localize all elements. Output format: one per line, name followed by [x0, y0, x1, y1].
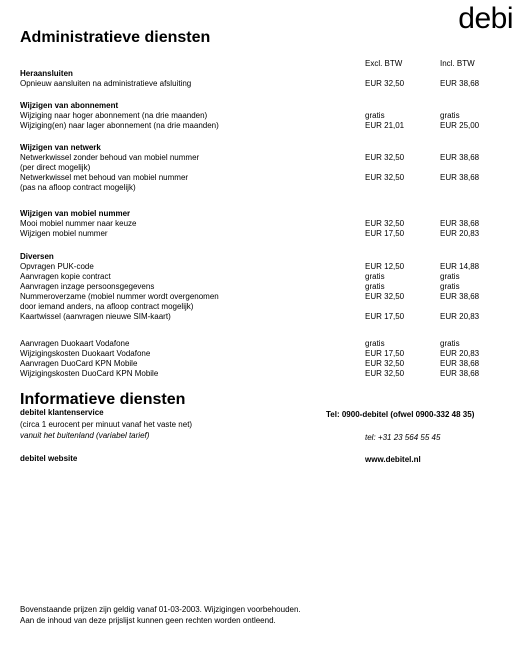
footer: [20, 604, 500, 626]
price-row: [20, 262, 510, 272]
section-title: Wijzigen van mobiel nummer: [20, 209, 131, 218]
row-price-incl: EUR 20,83: [440, 349, 480, 358]
row-description: Wijziging(en) naar lager abonnement (na drie maanden): [20, 121, 219, 130]
service-phone: Tel: 0900-debitel (ofwel 0900-332 48 35): [326, 410, 475, 419]
price-row: [20, 282, 510, 292]
website-label: debitel website: [20, 454, 78, 463]
row-description: Netwerkwissel zonder behoud van mobiel nummer: [20, 153, 200, 162]
price-section: [20, 209, 510, 239]
section-title: Wijzigen van abonnement: [20, 101, 119, 110]
row-description: Opvragen PUK-code: [20, 262, 94, 271]
price-row: [20, 349, 510, 359]
price-section: [20, 101, 510, 131]
row-description: Netwerkwissel met behoud van mobiel nummer: [20, 173, 189, 182]
price-section: [20, 69, 510, 89]
row-price-excl: gratis: [365, 272, 385, 281]
row-price-incl: EUR 38,68: [440, 153, 480, 162]
price-row: [20, 219, 510, 229]
row-price-incl: gratis: [440, 282, 460, 291]
row-description: Mooi mobiel nummer naar keuze: [20, 219, 137, 228]
footer-line-2: Aan de inhoud van deze prijslijst kunnen geen rechten worden ontleend.: [20, 616, 276, 625]
row-description: Aanvragen Duokaart Vodafone: [20, 339, 130, 348]
row-description: Wijzigen mobiel nummer: [20, 229, 108, 238]
row-price-incl: EUR 38,68: [440, 359, 480, 368]
row-description: Kaartwissel (aanvragen nieuwe SIM-kaart): [20, 312, 171, 321]
price-row: [20, 369, 510, 379]
price-section: [20, 252, 510, 322]
row-price-incl: EUR 20,83: [440, 229, 480, 238]
price-row: [20, 359, 510, 369]
row-price-incl: gratis: [440, 111, 460, 120]
row-price-incl: EUR 38,68: [440, 292, 480, 301]
row-price-incl: EUR 25,00: [440, 121, 480, 130]
row-description: (pas na afloop contract mogelijk): [20, 183, 136, 192]
price-row: [20, 183, 510, 193]
row-description: Aanvragen DuoCard KPN Mobile: [20, 359, 138, 368]
row-price-excl: EUR 32,50: [365, 369, 405, 378]
row-description: door iemand anders, na afloop contract mogelijk): [20, 302, 194, 311]
row-price-excl: EUR 21,01: [365, 121, 405, 130]
row-description: Aanvragen inzage persoonsgegevens: [20, 282, 155, 291]
row-price-incl: EUR 14,88: [440, 262, 480, 271]
service-label: debitel klantenservice: [20, 408, 104, 417]
price-row: [20, 229, 510, 239]
row-description: Wijzigingskosten DuoCard KPN Mobile: [20, 369, 159, 378]
row-price-excl: EUR 32,50: [365, 79, 405, 88]
row-description: (per direct mogelijk): [20, 163, 91, 172]
row-price-excl: EUR 32,50: [365, 292, 405, 301]
row-price-excl: gratis: [365, 339, 385, 348]
row-price-incl: gratis: [440, 272, 460, 281]
row-price-excl: EUR 17,50: [365, 349, 405, 358]
footer-line-1: Bovenstaande prijzen zijn geldig vanaf 01-03-2003. Wijzigingen voorbehouden.: [20, 605, 301, 614]
row-price-excl: EUR 32,50: [365, 153, 405, 162]
price-row: [20, 153, 510, 163]
row-price-excl: EUR 32,50: [365, 219, 405, 228]
row-description: Wijzigingskosten Duokaart Vodafone: [20, 349, 151, 358]
row-price-incl: gratis: [440, 339, 460, 348]
row-price-excl: EUR 17,50: [365, 312, 405, 321]
column-header-excl: Excl. BTW: [365, 59, 403, 68]
price-row: [20, 121, 510, 131]
section-title: Diversen: [20, 252, 54, 261]
row-price-excl: EUR 32,50: [365, 359, 405, 368]
price-row: [20, 339, 510, 349]
row-description: Aanvragen kopie contract: [20, 272, 111, 281]
price-row: [20, 302, 510, 312]
price-section: [20, 339, 510, 379]
row-price-incl: EUR 38,68: [440, 369, 480, 378]
price-row: [20, 111, 510, 121]
row-price-incl: EUR 38,68: [440, 173, 480, 182]
cost-note: (circa 1 eurocent per minuut vanaf het vaste net): [20, 420, 193, 429]
price-row: [20, 163, 510, 173]
column-header-incl: Incl. BTW: [440, 59, 475, 68]
price-row: [20, 173, 510, 183]
row-description: Nummeroverzame (mobiel nummer wordt overgenomen: [20, 292, 219, 301]
row-price-incl: EUR 38,68: [440, 219, 480, 228]
price-row: [20, 292, 510, 302]
info-title: Informatieve diensten: [20, 391, 186, 408]
section-title: Wijzigen van netwerk: [20, 143, 101, 152]
row-price-excl: EUR 32,50: [365, 173, 405, 182]
page-title: Administratieve diensten: [20, 29, 211, 46]
price-section: [20, 143, 510, 193]
row-price-incl: EUR 38,68: [440, 79, 480, 88]
row-price-incl: EUR 20,83: [440, 312, 480, 321]
abroad-label: vanuit het buitenland (variabel tarief): [20, 431, 150, 440]
row-price-excl: EUR 17,50: [365, 229, 405, 238]
section-title: Heraansluiten: [20, 69, 73, 78]
row-description: Wijziging naar hoger abonnement (na drie maanden): [20, 111, 208, 120]
row-price-excl: gratis: [365, 111, 385, 120]
row-price-excl: EUR 12,50: [365, 262, 405, 271]
row-description: Opnieuw aansluiten na administratieve afsluiting: [20, 79, 192, 88]
brand-logo: debi: [458, 2, 513, 35]
price-row: [20, 79, 510, 89]
price-row: [20, 272, 510, 282]
row-price-excl: gratis: [365, 282, 385, 291]
abroad-phone: tel: +31 23 564 55 45: [365, 433, 441, 442]
website-url: www.debitel.nl: [365, 455, 421, 464]
price-row: [20, 312, 510, 322]
